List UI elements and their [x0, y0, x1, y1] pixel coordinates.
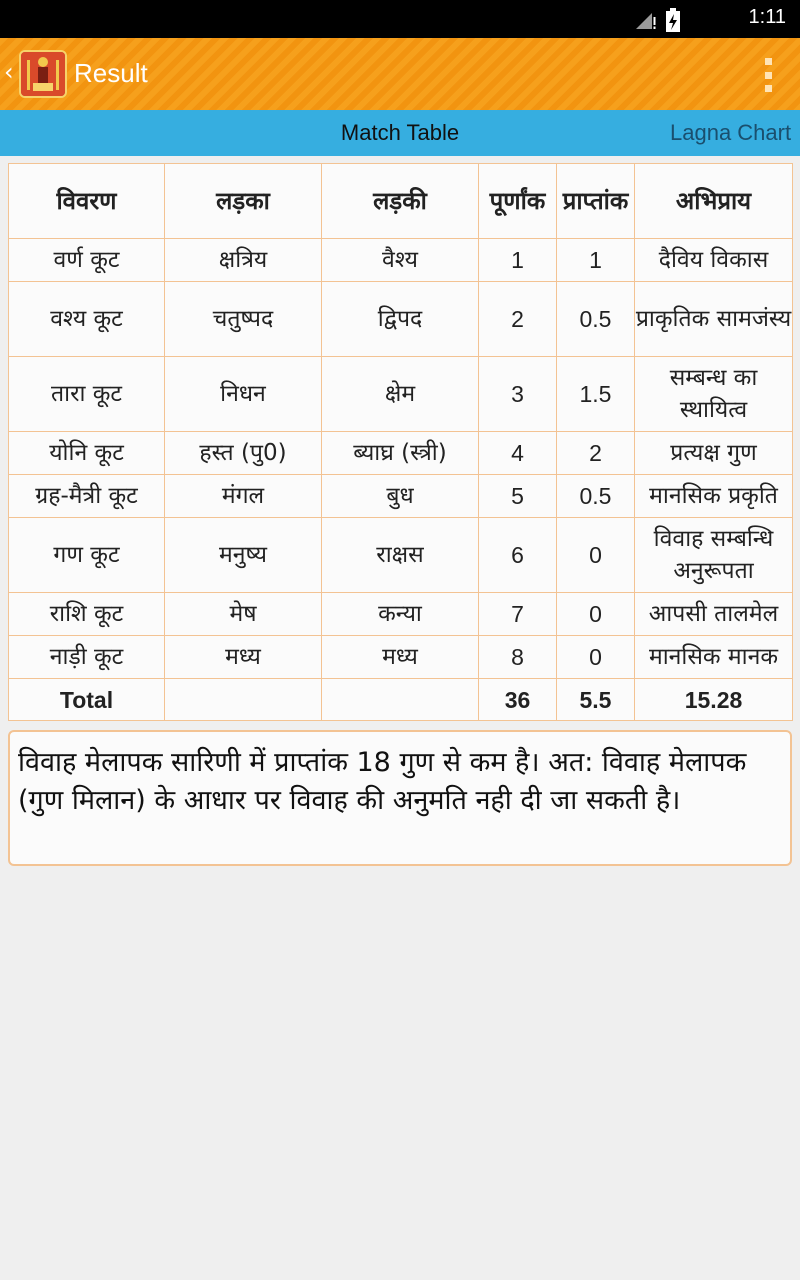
header-boy: लड़का	[165, 164, 322, 239]
overflow-menu-icon[interactable]	[762, 58, 774, 92]
action-bar	[0, 38, 800, 110]
table-cell: मंगल	[165, 475, 322, 518]
table-cell: 0	[557, 636, 635, 679]
table-cell: 2	[479, 282, 557, 357]
table-row	[9, 475, 793, 518]
table-row	[9, 282, 793, 357]
screen-title: Result	[74, 58, 148, 88]
header-meaning: अभिप्राय	[635, 164, 793, 239]
table-cell: विवाह सम्बन्धि अनुरूपता	[635, 518, 793, 593]
table-cell: कन्या	[322, 593, 479, 636]
signal-icon	[634, 9, 656, 31]
table-header-row	[9, 164, 793, 239]
header-description: विवरण	[9, 164, 165, 239]
table-cell: 7	[479, 593, 557, 636]
table-cell: गण कूट	[9, 518, 165, 593]
table-cell: 0.5	[557, 475, 635, 518]
table-row	[9, 432, 793, 475]
table-cell: 3	[479, 357, 557, 432]
table-cell: 1.5	[557, 357, 635, 432]
table-cell: प्रत्यक्ष गुण	[635, 432, 793, 475]
table-cell: ग्रह-मैत्री कूट	[9, 475, 165, 518]
table-cell: क्षेम	[322, 357, 479, 432]
status-bar	[0, 0, 800, 38]
table-cell: 1	[479, 239, 557, 282]
table-cell: मानसिक मानक	[635, 636, 793, 679]
total-max-points: 36	[479, 679, 557, 721]
table-cell	[322, 679, 479, 721]
total-meaning-value: 15.28	[635, 679, 793, 721]
table-cell: 0	[557, 593, 635, 636]
table-cell: सम्बन्ध का स्थायित्व	[635, 357, 793, 432]
result-note: विवाह मेलापक सारिणी में प्राप्तांक 18 गुण से कम है। अत: विवाह मेलापक (गुण मिलान) के आधार पर विवाह की अनुमति नही दी जा सकती है।	[8, 730, 792, 866]
table-cell: मध्य	[322, 636, 479, 679]
table-cell: मेष	[165, 593, 322, 636]
tab-strip	[0, 110, 800, 156]
back-chevron-icon[interactable]: ‹	[4, 58, 14, 86]
table-cell: नाड़ी कूट	[9, 636, 165, 679]
battery-charging-icon	[666, 8, 680, 32]
table-cell: 2	[557, 432, 635, 475]
tab-match-table[interactable]: Match Table	[340, 120, 460, 145]
table-cell: योनि कूट	[9, 432, 165, 475]
table-cell: राशि कूट	[9, 593, 165, 636]
table-cell: प्राकृतिक सामजंस्य	[635, 282, 793, 357]
table-cell: राक्षस	[322, 518, 479, 593]
table-cell: बुध	[322, 475, 479, 518]
table-cell	[165, 679, 322, 721]
header-obtained-points: प्राप्तांक	[557, 164, 635, 239]
table-row	[9, 518, 793, 593]
table-cell: 5	[479, 475, 557, 518]
table-cell: मनुष्य	[165, 518, 322, 593]
table-cell: 6	[479, 518, 557, 593]
match-table	[8, 163, 793, 721]
table-cell: वैश्य	[322, 239, 479, 282]
table-row	[9, 636, 793, 679]
table-total-row	[9, 679, 793, 721]
tab-lagna-chart[interactable]: Lagna Chart	[670, 120, 792, 145]
table-cell: मध्य	[165, 636, 322, 679]
table-cell: मानसिक प्रकृति	[635, 475, 793, 518]
table-cell: क्षत्रिय	[165, 239, 322, 282]
table-cell: चतुष्पद	[165, 282, 322, 357]
table-cell: 0	[557, 518, 635, 593]
table-cell: दैविय विकास	[635, 239, 793, 282]
table-cell: वश्य कूट	[9, 282, 165, 357]
header-girl: लड़की	[322, 164, 479, 239]
app-logo-icon[interactable]	[19, 50, 67, 98]
table-cell: 8	[479, 636, 557, 679]
table-cell: 0.5	[557, 282, 635, 357]
table-cell: ब्याघ्र (स्त्री)	[322, 432, 479, 475]
table-cell: 1	[557, 239, 635, 282]
table-cell: 4	[479, 432, 557, 475]
table-cell: द्विपद	[322, 282, 479, 357]
table-cell: आपसी तालमेल	[635, 593, 793, 636]
total-obtained-points: 5.5	[557, 679, 635, 721]
table-cell: निधन	[165, 357, 322, 432]
table-cell: हस्त (पु0)	[165, 432, 322, 475]
table-row	[9, 357, 793, 432]
table-row	[9, 239, 793, 282]
table-cell: वर्ण कूट	[9, 239, 165, 282]
clock-time: 1:11	[748, 6, 786, 28]
total-label: Total	[9, 679, 165, 721]
table-row	[9, 593, 793, 636]
table-cell: तारा कूट	[9, 357, 165, 432]
header-max-points: पूर्णांक	[479, 164, 557, 239]
